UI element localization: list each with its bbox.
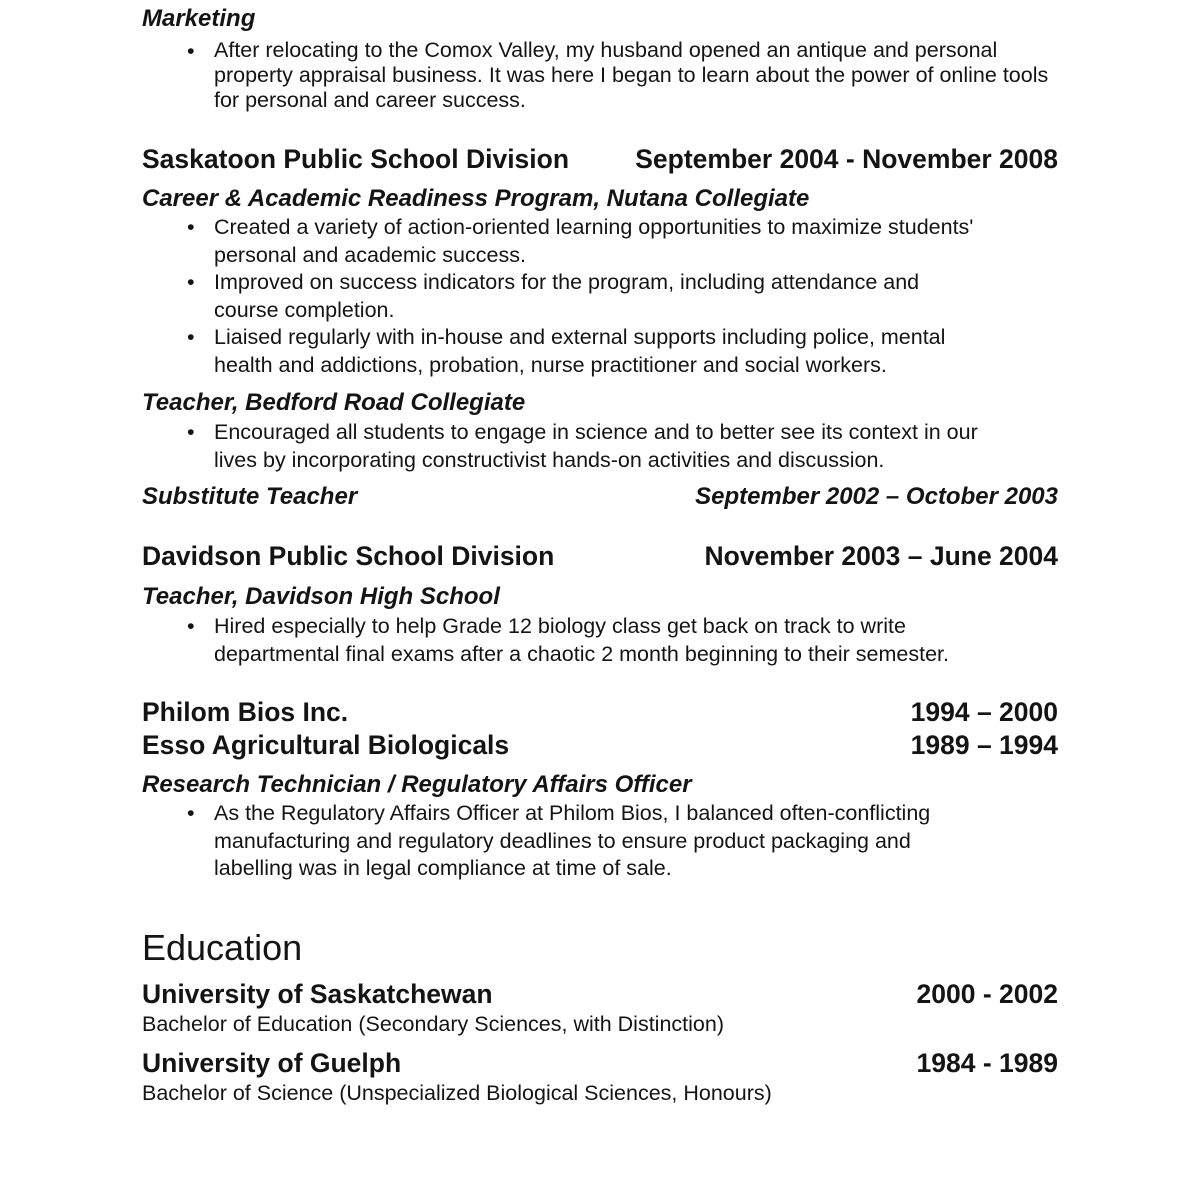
- role-title-davidson: Teacher, Davidson High School: [142, 583, 500, 610]
- list-item: [142, 324, 1072, 379]
- bullet-line: property appraisal business. It was here I began to learn about the power of online tools: [214, 63, 1049, 87]
- bullet-list-marketing: [142, 38, 1072, 113]
- degree-text: Bachelor of Education (Secondary Sciences, with Distinction): [142, 1012, 724, 1036]
- list-item: [142, 800, 1072, 883]
- role-title-research-technician: Research Technician / Regulatory Affairs Officer: [142, 771, 692, 798]
- bullet-list-philom: [142, 800, 1072, 883]
- role-title-nutana: Career & Academic Readiness Program, Nutana Collegiate: [142, 185, 810, 212]
- bullet-line: Encouraged all students to engage in science and to better see its context in our: [214, 420, 978, 444]
- bullet-line: Hired especially to help Grade 12 biology class get back on track to write: [214, 614, 906, 638]
- bullet-list-davidson: [142, 613, 1072, 668]
- bullet-line: As the Regulatory Affairs Officer at Philom Bios, I balanced often-conflicting: [214, 801, 931, 825]
- role-title-bedford: Teacher, Bedford Road Collegiate: [142, 389, 526, 416]
- list-item: [142, 38, 1072, 113]
- role-title-substitute: Substitute Teacher: [142, 483, 358, 510]
- section-title-education: Education: [142, 927, 303, 968]
- employer-saskatoon: Saskatoon Public School Division: [142, 144, 570, 174]
- employment-dates-philom-bios: 1994 – 2000: [910, 697, 1058, 727]
- list-item: [142, 613, 1072, 668]
- bullet-line: labelling was in legal compliance at time of sale.: [214, 856, 672, 880]
- list-item: [142, 419, 1072, 474]
- role-title-marketing: Marketing: [142, 5, 256, 32]
- bullet-icon: •: [187, 39, 195, 63]
- bullet-line: health and addictions, probation, nurse practitioner and social workers.: [214, 352, 887, 377]
- list-item: [142, 214, 1072, 269]
- bullet-line: After relocating to the Comox Valley, my husband opened an antique and personal: [214, 38, 998, 62]
- bullet-list-nutana: [142, 214, 1072, 379]
- employment-dates-davidson: November 2003 – June 2004: [704, 541, 1058, 571]
- bullet-line: departmental final exams after a chaotic 2 month beginning to their semester.: [214, 641, 949, 666]
- school-name: University of Guelph: [142, 1048, 402, 1078]
- bullet-line: Created a variety of action-oriented learning opportunities to maximize students': [214, 215, 974, 239]
- list-item: [142, 269, 1072, 324]
- bullet-icon: •: [187, 420, 195, 444]
- bullet-line: Improved on success indicators for the program, including attendance and: [214, 270, 920, 294]
- school-dates: 1984 - 1989: [916, 1048, 1058, 1078]
- degree-text: Bachelor of Science (Unspecialized Biological Sciences, Honours): [142, 1081, 772, 1105]
- bullet-icon: •: [187, 325, 195, 349]
- employment-dates-saskatoon: September 2004 - November 2008: [635, 144, 1058, 174]
- bullet-icon: •: [187, 270, 195, 294]
- employer-esso: Esso Agricultural Biologicals: [142, 730, 510, 760]
- employer-davidson: Davidson Public School Division: [142, 541, 555, 571]
- bullet-line: for personal and career success.: [214, 88, 526, 112]
- employer-philom-bios: Philom Bios Inc.: [142, 697, 349, 727]
- bullet-icon: •: [187, 215, 195, 239]
- school-dates: 2000 - 2002: [916, 979, 1058, 1009]
- bullet-line: course completion.: [214, 297, 395, 322]
- bullet-line: Liaised regularly with in-house and external supports including police, mental: [214, 325, 946, 349]
- bullet-line: lives by incorporating constructivist hands-on activities and discussion.: [214, 447, 885, 472]
- bullet-line: personal and academic success.: [214, 242, 526, 267]
- employment-dates-esso: 1989 – 1994: [910, 730, 1058, 760]
- role-dates-substitute: September 2002 – October 2003: [695, 483, 1058, 510]
- bullet-list-bedford: [142, 419, 1072, 474]
- bullet-icon: •: [187, 801, 195, 825]
- bullet-icon: •: [187, 614, 195, 638]
- bullet-line: manufacturing and regulatory deadlines to ensure product packaging and: [214, 828, 911, 853]
- school-name: University of Saskatchewan: [142, 979, 493, 1009]
